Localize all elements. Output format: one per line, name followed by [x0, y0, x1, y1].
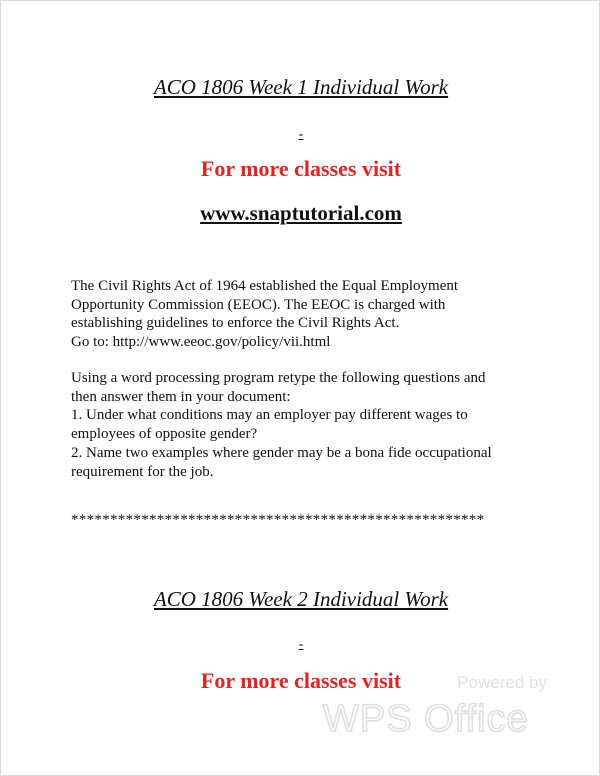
watermark-brand-text: WPS Office	[323, 698, 529, 739]
paragraph1-line: The Civil Rights Act of 1964 established the Equal Employment	[71, 278, 459, 294]
paragraph2-line: 2. Name two examples where gender may be a bona fide occupational	[71, 444, 492, 461]
paragraph2-line: 1. Under what conditions may an employer pay different wages to	[71, 407, 468, 424]
wps-office-logo-icon	[321, 695, 551, 739]
section1-url-link[interactable]: www.snaptutorial.com	[200, 201, 402, 225]
section2-title: ACO 1806 Week 2 Individual Work	[153, 587, 449, 611]
section2-dash: -	[298, 637, 304, 652]
separator-stars: *****************************************************	[71, 512, 485, 528]
paragraph2-line: Using a word processing program retype the following questions and	[71, 370, 486, 386]
paragraph2	[71, 369, 541, 481]
paragraph2-line: then answer them in your document:	[71, 388, 291, 405]
paragraph2-line: requirement for the job.	[71, 463, 214, 480]
paragraph1-line: Opportunity Commission (EEOC). The EEOC is charged with	[71, 296, 446, 313]
section1-dash: -	[298, 127, 304, 142]
paragraph1	[71, 277, 541, 352]
watermark-powered-text: Powered by	[457, 673, 547, 692]
paragraph1-line: establishing guidelines to enforce the Civil Rights Act.	[71, 315, 400, 332]
paragraph2-line: employees of opposite gender?	[71, 426, 258, 443]
section1-promo: For more classes visit	[200, 156, 402, 181]
section2-promo: For more classes visit	[200, 668, 402, 693]
wps-watermark	[321, 673, 551, 739]
section1-title: ACO 1806 Week 1 Individual Work	[153, 75, 449, 99]
paragraph1-line-link: Go to: http://www.eeoc.gov/policy/vii.html	[71, 334, 331, 351]
